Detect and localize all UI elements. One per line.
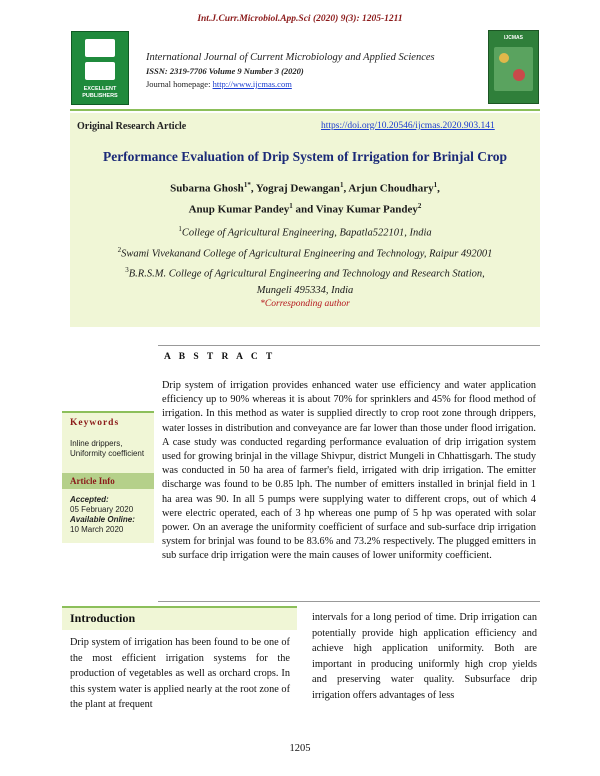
logo-text: EXCELLENT PUBLISHERS <box>82 86 118 99</box>
cover-artwork-dot <box>513 69 525 81</box>
author-line-1: Subarna Ghosh$^{1*}$, Yograj Dewangan$^1$, Arjun Choudhary$^1$, <box>170 181 440 195</box>
abstract-text: Drip system of irrigation provides enhanced water use efficiency and water application efficiency up to 90% whereas it is about 70% for sprinklers and 45% for flood method of irrigation. In this method as water is supplied directly to crop root zone through drippers, water losses in distribution and conveyance are far lower than those under flood irrigation. A case study was conducted regarding performance evaluation of drip irrigation system used for growing brinjal in the village Shivpur, district Mungeli in Chhattisgarh. The study was conducted in 50 ha area of farmer's field, irrigated with drip irrigation. The emitter discharge was found to be 0.85 lph. The number of emitters installed in brinjal field in 1 ha area was 90. In all 5 pumps were supplying water to different crops, out of which 4 were electric operated, each of 3 hp whereas one pump of 5 hp was operated with solar power. On an average the uniformity coefficient of surface and sub-surface drip irrigation system for brinjal was found to be 83.6% and 73.2% respectively. The plugged emitters in sub surface drip irrigation were the main causes of lower uniformity coefficient. <box>162 380 536 562</box>
journal-cover-image <box>488 30 539 104</box>
author-line-2: Anup Kumar Pandey$^1$ and Vinay Kumar Pandey$^2$ <box>188 201 422 216</box>
abstract-top-rule <box>158 345 540 346</box>
article-info-heading: Article Info <box>70 476 115 486</box>
journal-title: International Journal of Current Microbiology and Applied Sciences <box>146 52 435 63</box>
author-list <box>70 177 540 218</box>
logo-e-mark <box>85 39 115 57</box>
affiliation-2: $^2$Swami Vivekanand College of Agricultural Engineering and Technology, Raipur 492001 <box>117 245 493 259</box>
homepage-label: Journal homepage: <box>146 79 213 89</box>
article-dates <box>70 495 135 535</box>
logo-p-mark <box>85 62 115 80</box>
running-citation: Int.J.Curr.Microbiol.App.Sci (2020) 9(3): 1205-1211 <box>197 14 403 24</box>
available-date: 10 March 2020 <box>70 525 124 534</box>
keywords-heading: Keywords <box>70 418 120 428</box>
corresponding-author-note: *Corresponding author <box>260 299 350 309</box>
cover-artwork-dot <box>499 53 509 63</box>
journal-homepage <box>146 79 292 89</box>
cover-title: IJCMAS <box>504 35 523 41</box>
introduction-column-1: Drip system of irrigation has been found to be one of the most efficient irrigation systems for the production of vegetables as well as orchard crops. In this system water is applied nearly at the root zone of the plant at frequent <box>70 637 290 710</box>
article-type: Original Research Article <box>77 121 187 132</box>
journal-issn: ISSN: 2319-7706 Volume 9 Number 3 (2020) <box>146 66 304 76</box>
introduction-column-2: intervals for a long period of time. Drip irrigation can potentially provide high application efficiency and achieve high application uniformity. Both are important in producing uniformly high crop yields and preserving water quality. Subsurface drip irrigation offers advantages of less <box>312 612 537 701</box>
abstract-heading: A B S T R A C T <box>164 352 276 362</box>
abstract-bottom-rule <box>158 601 540 602</box>
available-label: Available Online: <box>70 515 135 524</box>
header-divider <box>70 109 540 111</box>
introduction-heading: Introduction <box>70 611 136 625</box>
affiliation-1: $^1$College of Agricultural Engineering, Bapatla522101, India <box>178 225 432 239</box>
affiliation-3: $^3$B.R.S.M. College of Agricultural Engineering and Technology and Research Station, <box>125 266 485 280</box>
publisher-logo <box>71 31 129 105</box>
accepted-date: 05 February 2020 <box>70 505 134 514</box>
accepted-label: Accepted: <box>70 495 109 504</box>
doi-link[interactable]: https://doi.org/10.20546/ijcmas.2020.903.141 <box>321 121 495 131</box>
homepage-link[interactable]: http://www.ijcmas.com <box>212 79 292 89</box>
page-number: 1205 <box>289 743 311 754</box>
affiliations <box>70 221 540 299</box>
paper-title: Performance Evaluation of Drip System of Irrigation for Brinjal Crop <box>102 149 508 164</box>
affiliation-3-cont: Mungeli 495334, India <box>256 284 354 296</box>
keywords-text: Inline drippers, Uniformity coefficient <box>70 439 145 458</box>
